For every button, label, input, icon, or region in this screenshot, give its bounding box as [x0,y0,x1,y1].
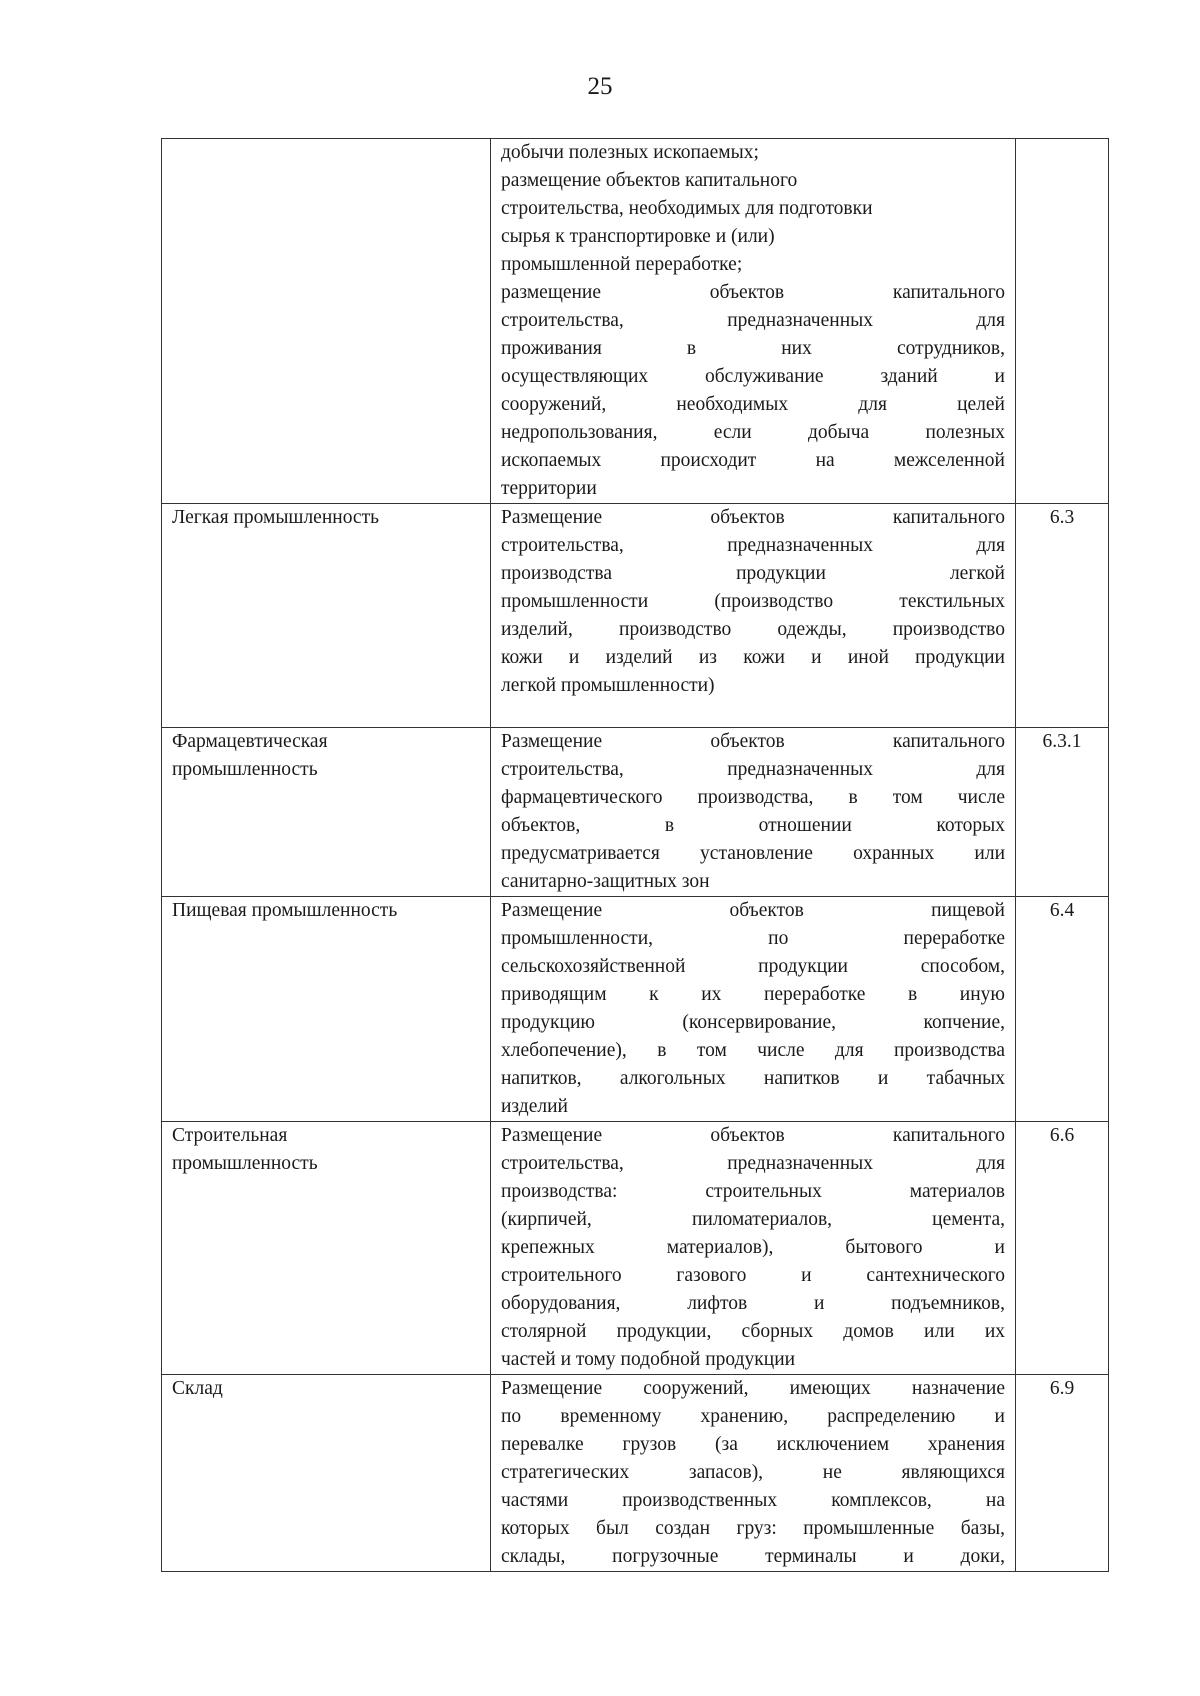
description-line: перевалке грузов (за исключением хранения [501,1434,1005,1455]
land-use-description-cell [491,897,1016,1122]
description-line: Размещение объектов капитального [501,731,1005,752]
description-line: изделий, производство одежды, производство [501,619,1005,640]
description-line: санитарно-защитных зон [501,871,710,892]
land-use-name: Строительная [172,1125,288,1146]
table-body [162,139,1109,1572]
land-use-description-cell [491,139,1016,504]
land-use-description-cell [491,504,1016,728]
description-line: производства: строительных материалов [501,1181,1005,1202]
description-line: сельскохозяйственной продукции способом, [501,956,1005,977]
table-row [162,897,1109,1122]
description-line: Размещение объектов капитального [501,507,1005,528]
description-line: кожи и изделий из кожи и иной продукции [501,647,1005,668]
land-use-name-cell [162,1122,491,1375]
page-number: 25 [587,73,613,100]
description-line: строительства, необходимых для подготовки [501,198,873,219]
classifier-code: 6.9 [1016,1375,1109,1572]
land-use-name: промышленность [172,759,318,780]
description-line: строительства, предназначенных для [501,310,1005,331]
description-line: частей и тому подобной продукции [501,1349,796,1370]
description-line: Размещение сооружений, имеющих назначение [501,1378,1005,1399]
table-row [162,139,1109,504]
land-use-name-cell [162,139,491,504]
description-line: напитков, алкогольных напитков и табачных [501,1068,1005,1089]
classifier-code: 6.4 [1016,897,1109,1122]
description-line: добычи полезных ископаемых; [501,142,759,163]
description-line: продукцию (консервирование, копчение, [501,1012,1005,1033]
table-row [162,1375,1109,1572]
description-line: осуществляющих обслуживание зданий и [501,366,1005,387]
land-use-description-cell [491,1375,1016,1572]
land-use-name-cell [162,728,491,897]
land-use-name-cell [162,1375,491,1572]
description-line: склады, погрузочные терминалы и доки, [501,1546,1005,1567]
description-line: недропользования, если добыча полезных [501,422,1005,443]
description-line: фармацевтического производства, в том числе [501,787,1005,808]
description-line: объектов, в отношении которых [501,815,1005,836]
table-row [162,728,1109,897]
description-line: хлебопечение), в том числе для производства [501,1040,1005,1061]
description-line: производства продукции легкой [501,563,1005,584]
description-line: стратегических запасов), не являющихся [501,1462,1005,1483]
description-line: предусматривается установление охранных или [501,843,1005,864]
land-use-name-cell [162,504,491,728]
table-row [162,504,1109,728]
classifier-code: 6.6 [1016,1122,1109,1375]
classifier-code [1016,139,1109,504]
land-use-name: Фармацевтическая [172,731,328,752]
description-line: Размещение объектов пищевой [501,900,1005,921]
land-use-name: Пищевая промышленность [172,900,398,921]
description-line: строительного газового и сантехнического [501,1265,1005,1286]
description-line: сырья к транспортировке и (или) [501,226,775,247]
land-use-description-cell [491,1122,1016,1375]
description-line: проживания в них сотрудников, [501,338,1005,359]
description-line: (кирпичей, пиломатериалов, цемента, [501,1209,1005,1230]
description-line: строительства, предназначенных для [501,1153,1005,1174]
description-line: размещение объектов капитального [501,170,798,191]
land-use-name: Легкая промышленность [172,507,380,528]
land-use-name: Склад [172,1378,223,1399]
table-row [162,1122,1109,1375]
classifier-code: 6.3 [1016,504,1109,728]
description-line: изделий [501,1096,568,1117]
description-line: которых был создан груз: промышленные базы, [501,1518,1005,1539]
description-line: строительства, предназначенных для [501,759,1005,780]
description-line: Размещение объектов капитального [501,1125,1005,1146]
land-use-table [161,138,1109,1572]
land-use-name: промышленность [172,1153,318,1174]
description-line: крепежных материалов), бытового и [501,1237,1005,1258]
description-line: столярной продукции, сборных домов или их [501,1321,1005,1342]
classifier-code: 6.3.1 [1016,728,1109,897]
description-line: промышленности, по переработке [501,928,1005,949]
description-line: оборудования, лифтов и подъемников, [501,1293,1005,1314]
description-line: частями производственных комплексов, на [501,1490,1005,1511]
description-line: сооружений, необходимых для целей [501,394,1005,415]
description-line: приводящим к их переработке в иную [501,984,1005,1005]
description-line: промышленности (производство текстильных [501,591,1005,612]
land-use-description-cell [491,728,1016,897]
description-line: строительства, предназначенных для [501,535,1005,556]
description-line: размещение объектов капитального [501,282,1005,303]
description-line: ископаемых происходит на межселенной [501,450,1005,471]
description-line: по временному хранению, распределению и [501,1406,1005,1427]
description-line: территории [501,478,597,499]
description-line: промышленной переработке; [501,254,743,275]
land-use-name-cell [162,897,491,1122]
description-line: легкой промышленности) [501,675,715,696]
